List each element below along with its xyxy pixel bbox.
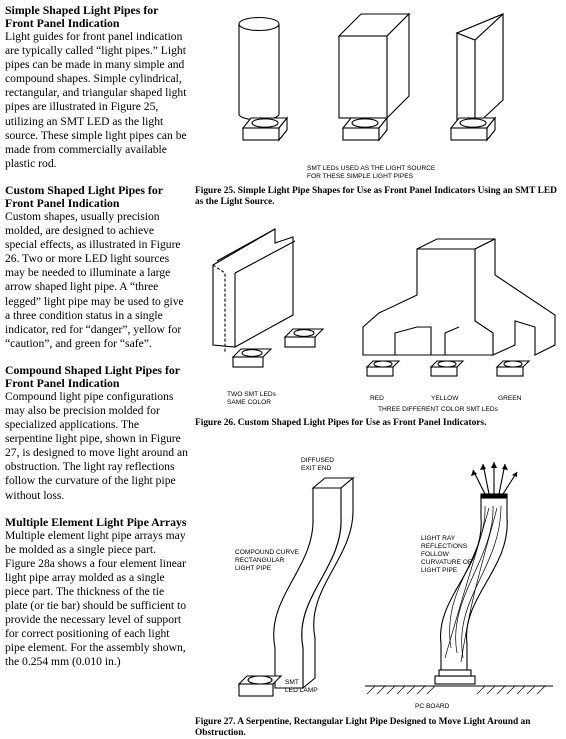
section-heading: Compound Shaped Light Pipes for Front Panel Indication [5, 362, 180, 390]
section-body: Light guides for front panel indication are typically called “light pipes.” Light pipes can be made in many simple and compound shapes. Simple cylindrical, rectangular, and triangular shaped light pipes are illustrated in Figure 25, utilizing an SMT LED as the light source. These simple light pipes can be made from commercially available plastic rod. [5, 30, 187, 170]
ray-label-line1: LIGHT RAY [421, 535, 456, 542]
smt-led-2 [343, 118, 387, 140]
diffused-label-line1: DIFFUSED [301, 457, 334, 464]
red-led-label: RED [370, 395, 384, 402]
two-leds-label-line1: TWO SMT LEDs [227, 391, 276, 398]
figure-27-illustration [195, 448, 566, 714]
serpentine-light-pipe-right [440, 496, 507, 676]
rectangular-light-pipe [339, 14, 409, 118]
figure-27-caption: Figure 27. A Serpentine, Rectangular Light Pipe Designed to Move Light Around an Obstruction. [195, 717, 531, 738]
ray-label-line2: REFLECTIONS [421, 543, 468, 550]
figure-25-caption: Figure 25. Simple Light Pipe Shapes for Use as Front Panel Indicators Using an SMT LED as the Light Source. [195, 186, 557, 207]
compound-label-line1: COMPOUND CURVE [235, 549, 299, 556]
watermark: 树莓派设计 [481, 705, 552, 720]
smt-label-line2: LED LAMP [285, 687, 318, 694]
smt-led-yellow [431, 361, 463, 376]
section-body: Custom shapes, usually precision molded, are designed to achieve special effects, as illustrated in Figure 26. Two or more LED light sources may be needed to illuminate a large arrow shaped light pipe. A “three legged” light pipe may be used to give a three condition status in a single indicator, red for “danger”, yellow for “caution”, and green for “safe”. [5, 209, 184, 350]
ray-label-line5: LIGHT PIPE [421, 567, 458, 574]
smt-led-green [497, 361, 529, 376]
smt-led-3 [451, 118, 495, 140]
ray-label-line3: FOLLOW [421, 551, 449, 558]
diffused-exit-end [481, 494, 507, 498]
ray-label-line4: CURVATURE OF [421, 559, 472, 566]
smt-label-line1: SMT [285, 679, 299, 686]
figure-26-illustration [195, 215, 566, 415]
smt-led-1 [243, 118, 287, 140]
compound-label-line2: RECTANGULAR [235, 557, 285, 564]
pc-board-label: PC BOARD [415, 703, 450, 710]
led-base-right [435, 670, 475, 684]
section-simple-shaped [5, 4, 188, 171]
figure-26-caption: Figure 26. Custom Shaped Light Pipes for Use as Front Panel Indicators. [195, 418, 487, 428]
three-color-label: THREE DIFFERENT COLOR SMT LEDs [378, 406, 498, 413]
section-multiple-element [5, 516, 188, 670]
compound-label-line3: LIGHT PIPE [235, 565, 272, 572]
yellow-led-label: YELLOW [431, 395, 459, 402]
arrow-light-pipe [213, 229, 295, 353]
section-heading: Multiple Element Light Pipe Arrays [5, 514, 187, 529]
section-compound-shaped [5, 364, 188, 503]
three-legged-light-pipe [363, 239, 555, 355]
fig25-label-line1: SMT LEDs USED AS THE LIGHT SOURCE [307, 165, 436, 172]
serpentine-light-pipe-left [274, 478, 353, 688]
pc-board-hatching [367, 686, 545, 694]
green-led-label: GREEN [498, 395, 522, 402]
smt-led-red [367, 361, 399, 376]
section-custom-shaped [5, 184, 188, 351]
triangular-light-pipe [457, 14, 503, 126]
diffused-label-line2: EXIT END [301, 465, 332, 472]
text-column [5, 4, 188, 683]
figure-25-illustration [195, 0, 566, 185]
section-body: Multiple element light pipe arrays may be molded as a single piece part. Figure 28a shows a four element linear light pipe array molded as a single piece part. The thickness of the tie plate (or tie bar) should be sufficient to provide the necessary level of support for correct positioning of each light pipe element. For the assembly shown, the 0.254 mm (0.010 in.) [5, 528, 187, 669]
cylinder-light-pipe [239, 18, 279, 121]
section-heading: Custom Shaped Light Pipes for Front Panel Indication [5, 182, 163, 210]
two-leds-label-line2: SAME COLOR [227, 399, 271, 406]
section-heading: Simple Shaped Light Pipes for Front Panel Indication [5, 3, 159, 30]
fig25-label-line2: FOR THESE SIMPLE LIGHT PIPES [307, 173, 414, 180]
section-body: Compound light pipe configurations may also be precision molded for specialized applications. The serpentine light pipe, shown in Figure 27, is designed to move light around an obstruction. The light ray reflections follow the curvature of the light pipe without loss. [5, 389, 188, 502]
